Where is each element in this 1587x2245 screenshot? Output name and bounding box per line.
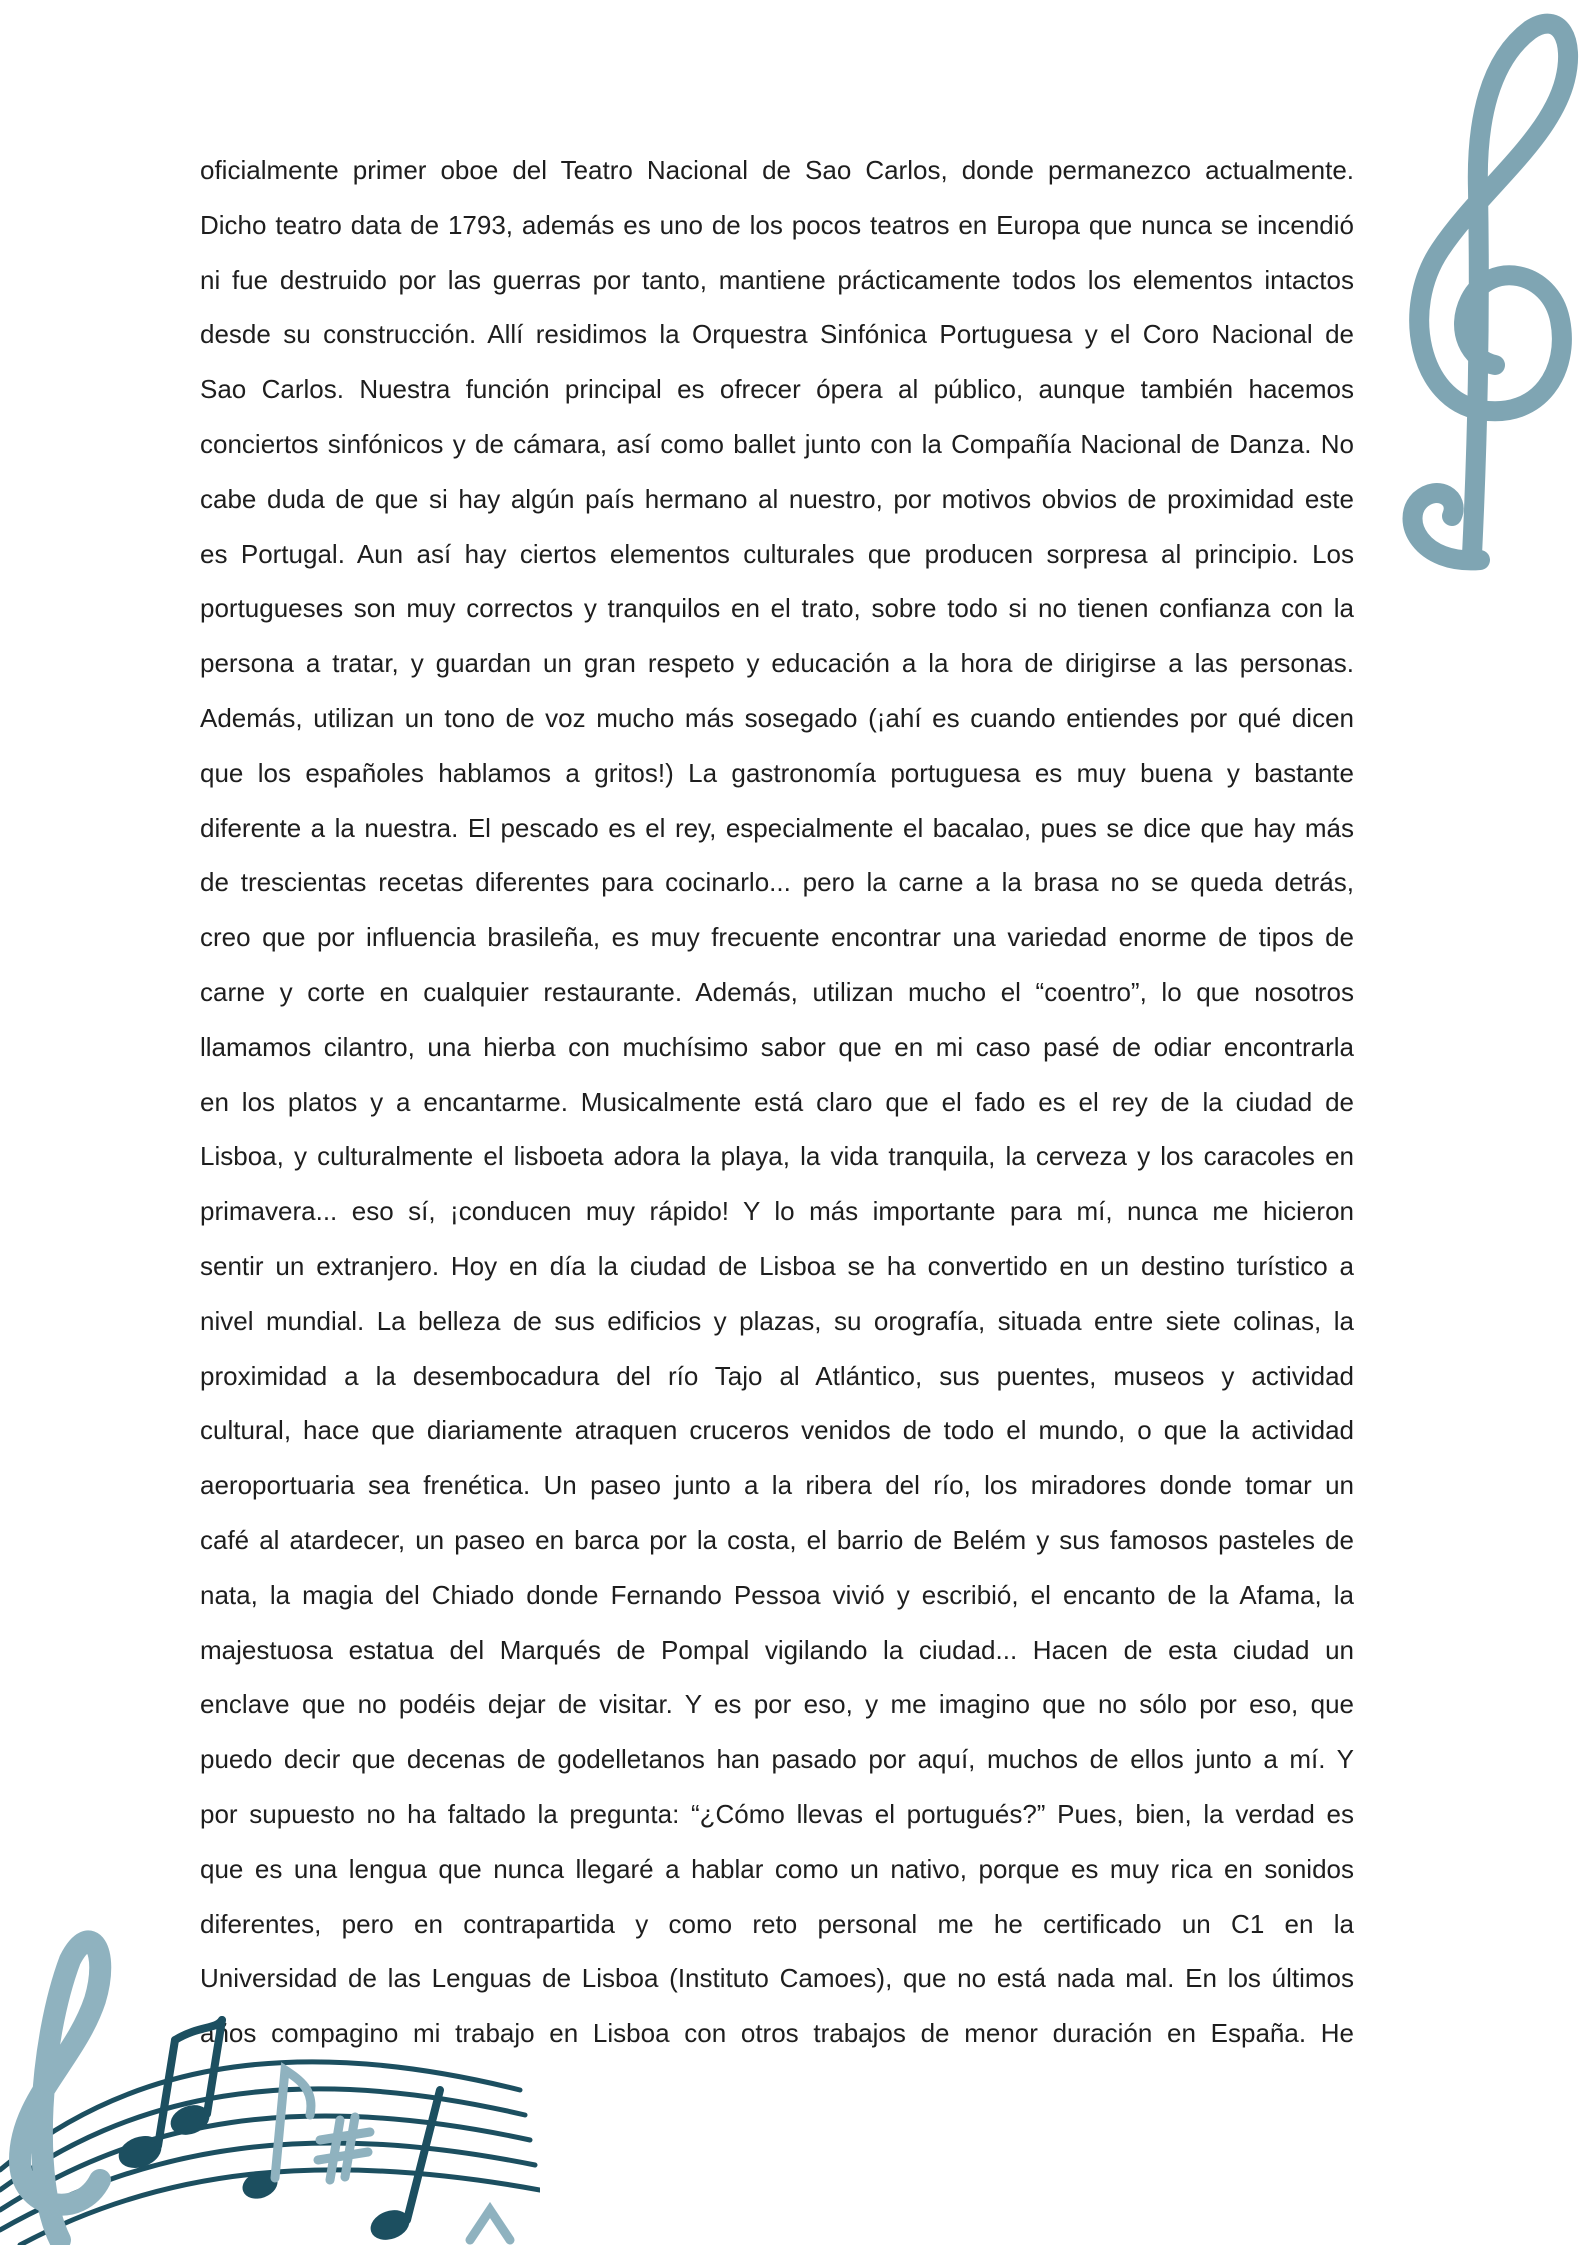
paragraph-line: majestuosa estatua del Marqués de Pompal vigilando la ciudad... Hacen de esta ciudad un <box>200 1634 1354 1665</box>
paragraph-line: cabe duda de que si hay algún país hermano al nuestro, por motivos obvios de proximidad este <box>200 483 1354 514</box>
treble-clef-icon <box>1360 0 1587 580</box>
body-paragraph <box>200 143 1354 2061</box>
paragraph-line: es Portugal. Aun así hay ciertos elementos culturales que producen sorpresa al principio. Los <box>200 538 1354 569</box>
paragraph-line: que es una lengua que nunca llegaré a hablar como un nativo, porque es muy rica en sonidos <box>200 1853 1354 1884</box>
paragraph-line: Sao Carlos. Nuestra función principal es ofrecer ópera al público, aunque también hacemos <box>200 374 1354 405</box>
paragraph-line: Además, utilizan un tono de voz mucho más sosegado (¡ahí es cuando entiendes por qué dicen <box>200 702 1354 733</box>
paragraph-line: Lisboa, y culturalmente el lisboeta adora la playa, la vida tranquila, la cerveza y los caracoles en <box>200 1141 1354 1172</box>
paragraph-line: cultural, hace que diariamente atraquen cruceros venidos de todo el mundo, o que la actividad <box>200 1415 1354 1446</box>
paragraph-line: años compagino mi trabajo en Lisboa con otros trabajos de menor duración en España. He <box>200 2018 1354 2049</box>
paragraph-line: diferente a la nuestra. El pescado es el rey, especialmente el bacalao, pues se dice que hay más <box>200 812 1354 843</box>
paragraph-line: que los españoles hablamos a gritos!) La gastronomía portuguesa es muy buena y bastante <box>200 757 1354 788</box>
paragraph-line: persona a tratar, y guardan un gran respeto y educación a la hora de dirigirse a las personas. <box>200 648 1354 679</box>
paragraph-line: conciertos sinfónicos y de cámara, así como ballet junto con la Compañía Nacional de Danza. No <box>200 428 1354 459</box>
paragraph-line: primavera... eso sí, ¡conducen muy rápido! Y lo más importante para mí, nunca me hicieron <box>200 1196 1354 1227</box>
paragraph-line: oficialmente primer oboe del Teatro Nacional de Sao Carlos, donde permanezco actualmente. <box>200 155 1354 185</box>
paragraph-line: carne y corte en cualquier restaurante. Además, utilizan mucho el “coentro”, lo que nosotros <box>200 976 1354 1007</box>
paragraph-line: aeroportuaria sea frenética. Un paseo junto a la ribera del río, los miradores donde tomar un <box>200 1470 1354 1501</box>
paragraph-line: café al atardecer, un paseo en barca por la costa, el barrio de Belém y sus famosos pasteles de <box>200 1524 1354 1555</box>
paragraph-line: desde su construcción. Allí residimos la Orquestra Sinfónica Portuguesa y el Coro Nacional de <box>200 319 1354 350</box>
paragraph-line: nata, la magia del Chiado donde Fernando Pessoa vivió y escribió, el encanto de la Afama, la <box>200 1579 1354 1610</box>
paragraph-line: nivel mundial. La belleza de sus edificios y plazas, su orografía, situada entre siete colinas, la <box>200 1305 1354 1336</box>
paragraph-line: creo que por influencia brasileña, es muy frecuente encontrar una variedad enorme de tipos de <box>200 922 1354 953</box>
paragraph-line: enclave que no podéis dejar de visitar. Y es por eso, y me imagino que no sólo por eso, que <box>200 1689 1354 1720</box>
paragraph-line: sentir un extranjero. Hoy en día la ciudad de Lisboa se ha convertido en un destino turístico a <box>200 1250 1354 1281</box>
paragraph-line: portugueses son muy correctos y tranquilos en el trato, sobre todo si no tienen confianza con la <box>200 593 1354 624</box>
paragraph-line: ni fue destruido por las guerras por tanto, mantiene prácticamente todos los elementos intactos <box>200 264 1354 295</box>
paragraph-line: Dicho teatro data de 1793, además es uno de los pocos teatros en Europa que nunca se incendió <box>200 209 1354 240</box>
paragraph-line: puedo decir que decenas de godelletanos han pasado por aquí, muchos de ellos junto a mí. Y <box>200 1744 1354 1775</box>
paragraph-line: proximidad a la desembocadura del río Tajo al Atlántico, sus puentes, museos y actividad <box>200 1360 1354 1391</box>
paragraph-line: en los platos y a encantarme. Musicalmente está claro que el fado es el rey de la ciudad de <box>200 1086 1354 1117</box>
paragraph-line: diferentes, pero en contrapartida y como reto personal me he certificado un C1 en la <box>200 1908 1354 1939</box>
paragraph-line: llamamos cilantro, una hierba con muchísimo sabor que en mi caso pasé de odiar encontrarla <box>200 1031 1354 1062</box>
paragraph-line: de trescientas recetas diferentes para cocinarlo... pero la carne a la brasa no se queda detrás, <box>200 867 1354 898</box>
paragraph-line: Universidad de las Lenguas de Lisboa (Instituto Camoes), que no está nada mal. En los últimos <box>200 1963 1354 1994</box>
music-staff-notes-icon <box>0 1920 540 2245</box>
paragraph-line: por supuesto no ha faltado la pregunta: “¿Cómo llevas el portugués?” Pues, bien, la verdad es <box>200 1798 1354 1829</box>
